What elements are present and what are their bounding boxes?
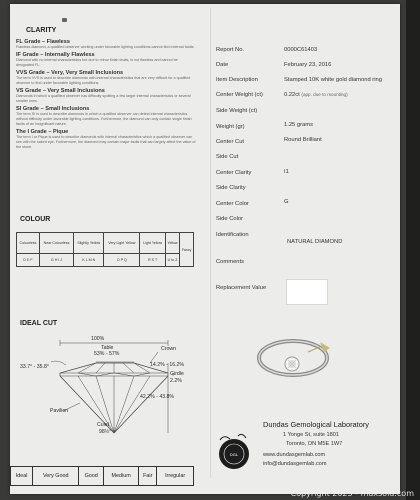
colour-value: K L M N bbox=[74, 254, 104, 267]
clarity-grade bbox=[16, 39, 196, 50]
field-label: Center Cut bbox=[216, 139, 245, 145]
column-divider bbox=[210, 8, 211, 478]
replacement-value-box bbox=[286, 279, 328, 305]
grade-title: IF Grade – Internally Flawless bbox=[16, 52, 95, 58]
field-value: I1 bbox=[284, 169, 289, 175]
grade-desc: Diamonds in which a qualified observer has difficulty spotting a few larger internal characteristics or several smaller ones. bbox=[16, 94, 191, 103]
lab-address-1: 1 Yonge St, suite 1801 bbox=[283, 432, 339, 438]
colour-value: R S T bbox=[140, 254, 165, 267]
grade-desc: The term I or Pique is used to describe diamonds with internal characteristics which a qualified observer can see with the naked eye. Furthermore, the diamond may contain major faults that can largely affect the value of the stone. bbox=[16, 135, 196, 149]
lab-address-2: Toronto, ON M5E 1W7 bbox=[286, 441, 343, 447]
copyright-watermark: Copyright 2025 - maxsold.com bbox=[290, 489, 414, 498]
field-value: G bbox=[284, 199, 289, 205]
clarity-section bbox=[16, 37, 196, 150]
cut-crown-angle: 33.7° - 35.8° bbox=[20, 364, 49, 370]
field-value: Stamped 10K white gold diamond ring bbox=[284, 77, 382, 83]
colour-label: Near Colourless bbox=[39, 233, 73, 254]
clarity-grade bbox=[16, 129, 196, 150]
lab-logo bbox=[212, 430, 256, 474]
colour-value: U to Z bbox=[165, 254, 179, 267]
colour-value: O P Q bbox=[104, 254, 140, 267]
field-value: Round Brilliant bbox=[284, 137, 322, 143]
colour-value: D E F bbox=[17, 254, 40, 267]
field-label: Replacement Value bbox=[216, 285, 267, 291]
svg-text:DGL: DGL bbox=[229, 452, 239, 457]
cut-grade: Irregular bbox=[157, 467, 194, 486]
field-label: Center Clarity bbox=[216, 170, 252, 176]
pen-mark bbox=[62, 18, 67, 22]
colour-label: Very Light Yellow bbox=[104, 233, 140, 254]
grade-title: SI Grade – Small Inclusions bbox=[16, 106, 90, 112]
field-label: Side Cut bbox=[216, 154, 239, 160]
field-label: Center Weight (ct) bbox=[216, 92, 263, 98]
clarity-grade bbox=[16, 70, 196, 86]
field-value: NATURAL DIAMOND bbox=[287, 239, 343, 245]
cut-table-range: 53% - 57% bbox=[94, 351, 120, 357]
grade-desc: The term VVS is used to describe diamonds with internal characteristics that are very difficult for a qualified observer to find under favorable lighting conditions. bbox=[16, 76, 191, 85]
cut-grade: Medium bbox=[104, 467, 139, 486]
cut-grade: Ideal bbox=[11, 467, 33, 486]
cut-girdle-label: Girdle bbox=[170, 371, 184, 377]
grade-title: The I Grade – Pique bbox=[16, 129, 69, 135]
ring-photo bbox=[248, 330, 338, 390]
field-label: Item Description bbox=[216, 77, 258, 83]
field-value bbox=[284, 92, 348, 98]
ideal-cut-title: IDEAL CUT bbox=[20, 320, 58, 327]
cut-grade-table bbox=[10, 466, 194, 486]
lab-website[interactable]: www.dundasgemlab.com bbox=[263, 452, 326, 458]
cut-grade: Good bbox=[79, 467, 104, 486]
cut-width-label: 100% bbox=[91, 336, 105, 342]
colour-value: G H I J bbox=[39, 254, 73, 267]
field-value: 1.25 grams bbox=[284, 122, 313, 128]
cut-crown-height: 14.2% - 16.2% bbox=[150, 362, 185, 368]
colour-label: Fancy bbox=[180, 233, 194, 267]
cut-crown-label: Crown bbox=[161, 346, 176, 352]
cut-culet-value: 98½° bbox=[99, 429, 112, 435]
clarity-title: CLARITY bbox=[26, 27, 57, 34]
field-label: Date bbox=[216, 62, 229, 68]
grade-title: FL Grade – Flawless bbox=[16, 39, 70, 45]
clarity-grade bbox=[16, 88, 196, 104]
cut-culet-label: Culet bbox=[97, 422, 110, 428]
colour-label: Light Yellow bbox=[140, 233, 165, 254]
grade-desc: The term SI is used to describe diamonds in which a qualified observer can detect internal characteristics without difficulty under favorable lighting conditions. Furthermore, the diamond can only contain single finish faults of an insignificant nature. bbox=[16, 112, 192, 126]
colour-table bbox=[16, 232, 194, 267]
colour-title: COLOUR bbox=[20, 216, 51, 223]
field-label: Report No. bbox=[216, 47, 245, 53]
lab-name: Dundas Gemological Laboratory bbox=[263, 420, 369, 429]
grade-desc: Flawless diamond, a qualified observer working under favorable lighting conditions cannot find external faults. bbox=[16, 45, 195, 49]
cut-girdle-value: 2.2% bbox=[170, 378, 182, 384]
lab-email[interactable]: info@dundasgemlab.com bbox=[263, 461, 327, 467]
field-label: Center Color bbox=[216, 201, 249, 207]
field-label: Identification bbox=[216, 232, 249, 238]
center-weight-note: (app. due to mounting) bbox=[301, 92, 348, 97]
field-label: Weight (gr) bbox=[216, 124, 245, 130]
clarity-grade bbox=[16, 52, 196, 68]
field-label: Comments bbox=[216, 259, 245, 265]
field-label: Side Color bbox=[216, 216, 244, 222]
cut-table-label: Table bbox=[101, 345, 114, 351]
clarity-grade bbox=[16, 106, 196, 127]
background-edge bbox=[406, 0, 420, 500]
field-value: 0000C61403 bbox=[284, 47, 318, 53]
colour-label: Colourless bbox=[17, 233, 40, 254]
field-value: February 23, 2016 bbox=[284, 62, 332, 68]
cut-pavilion-label: Pavilion bbox=[50, 408, 69, 414]
colour-label: Slightly Yellow bbox=[74, 233, 104, 254]
field-label: Side Clarity bbox=[216, 185, 246, 191]
cut-grade: Very Good bbox=[33, 467, 79, 486]
grade-title: VVS Grade – Very, Very Small Inclusions bbox=[16, 70, 124, 76]
grade-title: VS Grade – Very Small Inclusions bbox=[16, 88, 105, 94]
cut-grade: Fair bbox=[139, 467, 157, 486]
colour-label: Yellow bbox=[165, 233, 179, 254]
grade-desc: Diamond with no internal characteristics but due to minor finish faults, is not flawless and cannot be designated FL. bbox=[16, 58, 178, 67]
cut-pavilion-depth: 42.2% - 43.8% bbox=[140, 394, 175, 400]
center-weight-value: 0.22ct bbox=[284, 92, 300, 98]
field-label: Side Weight (ct) bbox=[216, 108, 258, 114]
